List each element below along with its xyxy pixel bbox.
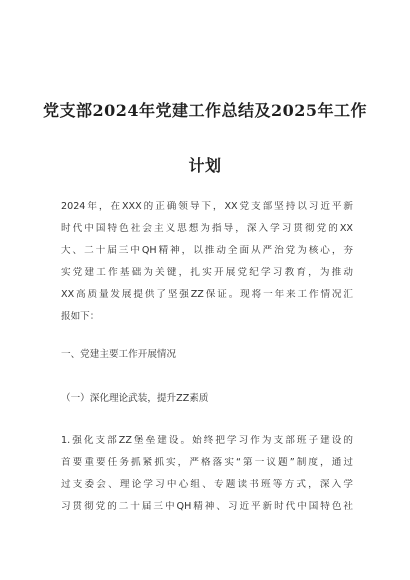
document-title-line-1: 党支部2024年党建工作总结及2025年工作 [42, 101, 368, 120]
intro-paragraph-line: 报如下： [61, 311, 100, 322]
subsection-heading: （一）深化理论武装，提升ZZ素质 [61, 393, 209, 404]
body-paragraph-line: 过支委会、理论学习中心组、专题读书班等方式，深入学 [61, 479, 353, 490]
intro-paragraph-line: XX高质量发展提供了坚强ZZ保证。现将一年来工作情况汇 [61, 289, 353, 300]
intro-paragraph-line: 2024年，在XXX的正确领导下，XX党支部坚持以习近平新 [61, 201, 353, 212]
intro-paragraph-line: 大、二十届三中QH精神，以推动全面从严治党为核心，夯 [61, 245, 353, 256]
body-paragraph-line: 1.强化支部ZZ堡垒建设。始终把学习作为支部班子建设的 [61, 435, 353, 446]
body-paragraph-line: 首要重要任务抓紧抓实，严格落实“第一议题”制度，通过 [61, 457, 353, 468]
intro-paragraph-line: 实党建工作基础为关键，扎实开展党纪学习教育，为推动 [61, 267, 353, 278]
body-paragraph-line: 习贯彻党的二十届三中QH精神、习近平新时代中国特色社 [61, 501, 353, 512]
intro-paragraph-line: 时代中国特色社会主义思想为指导，深入学习贯彻党的XX [61, 223, 353, 234]
document-title-line-2: 计划 [188, 156, 222, 175]
section-heading: 一、党建主要工作开展情况 [61, 349, 177, 360]
